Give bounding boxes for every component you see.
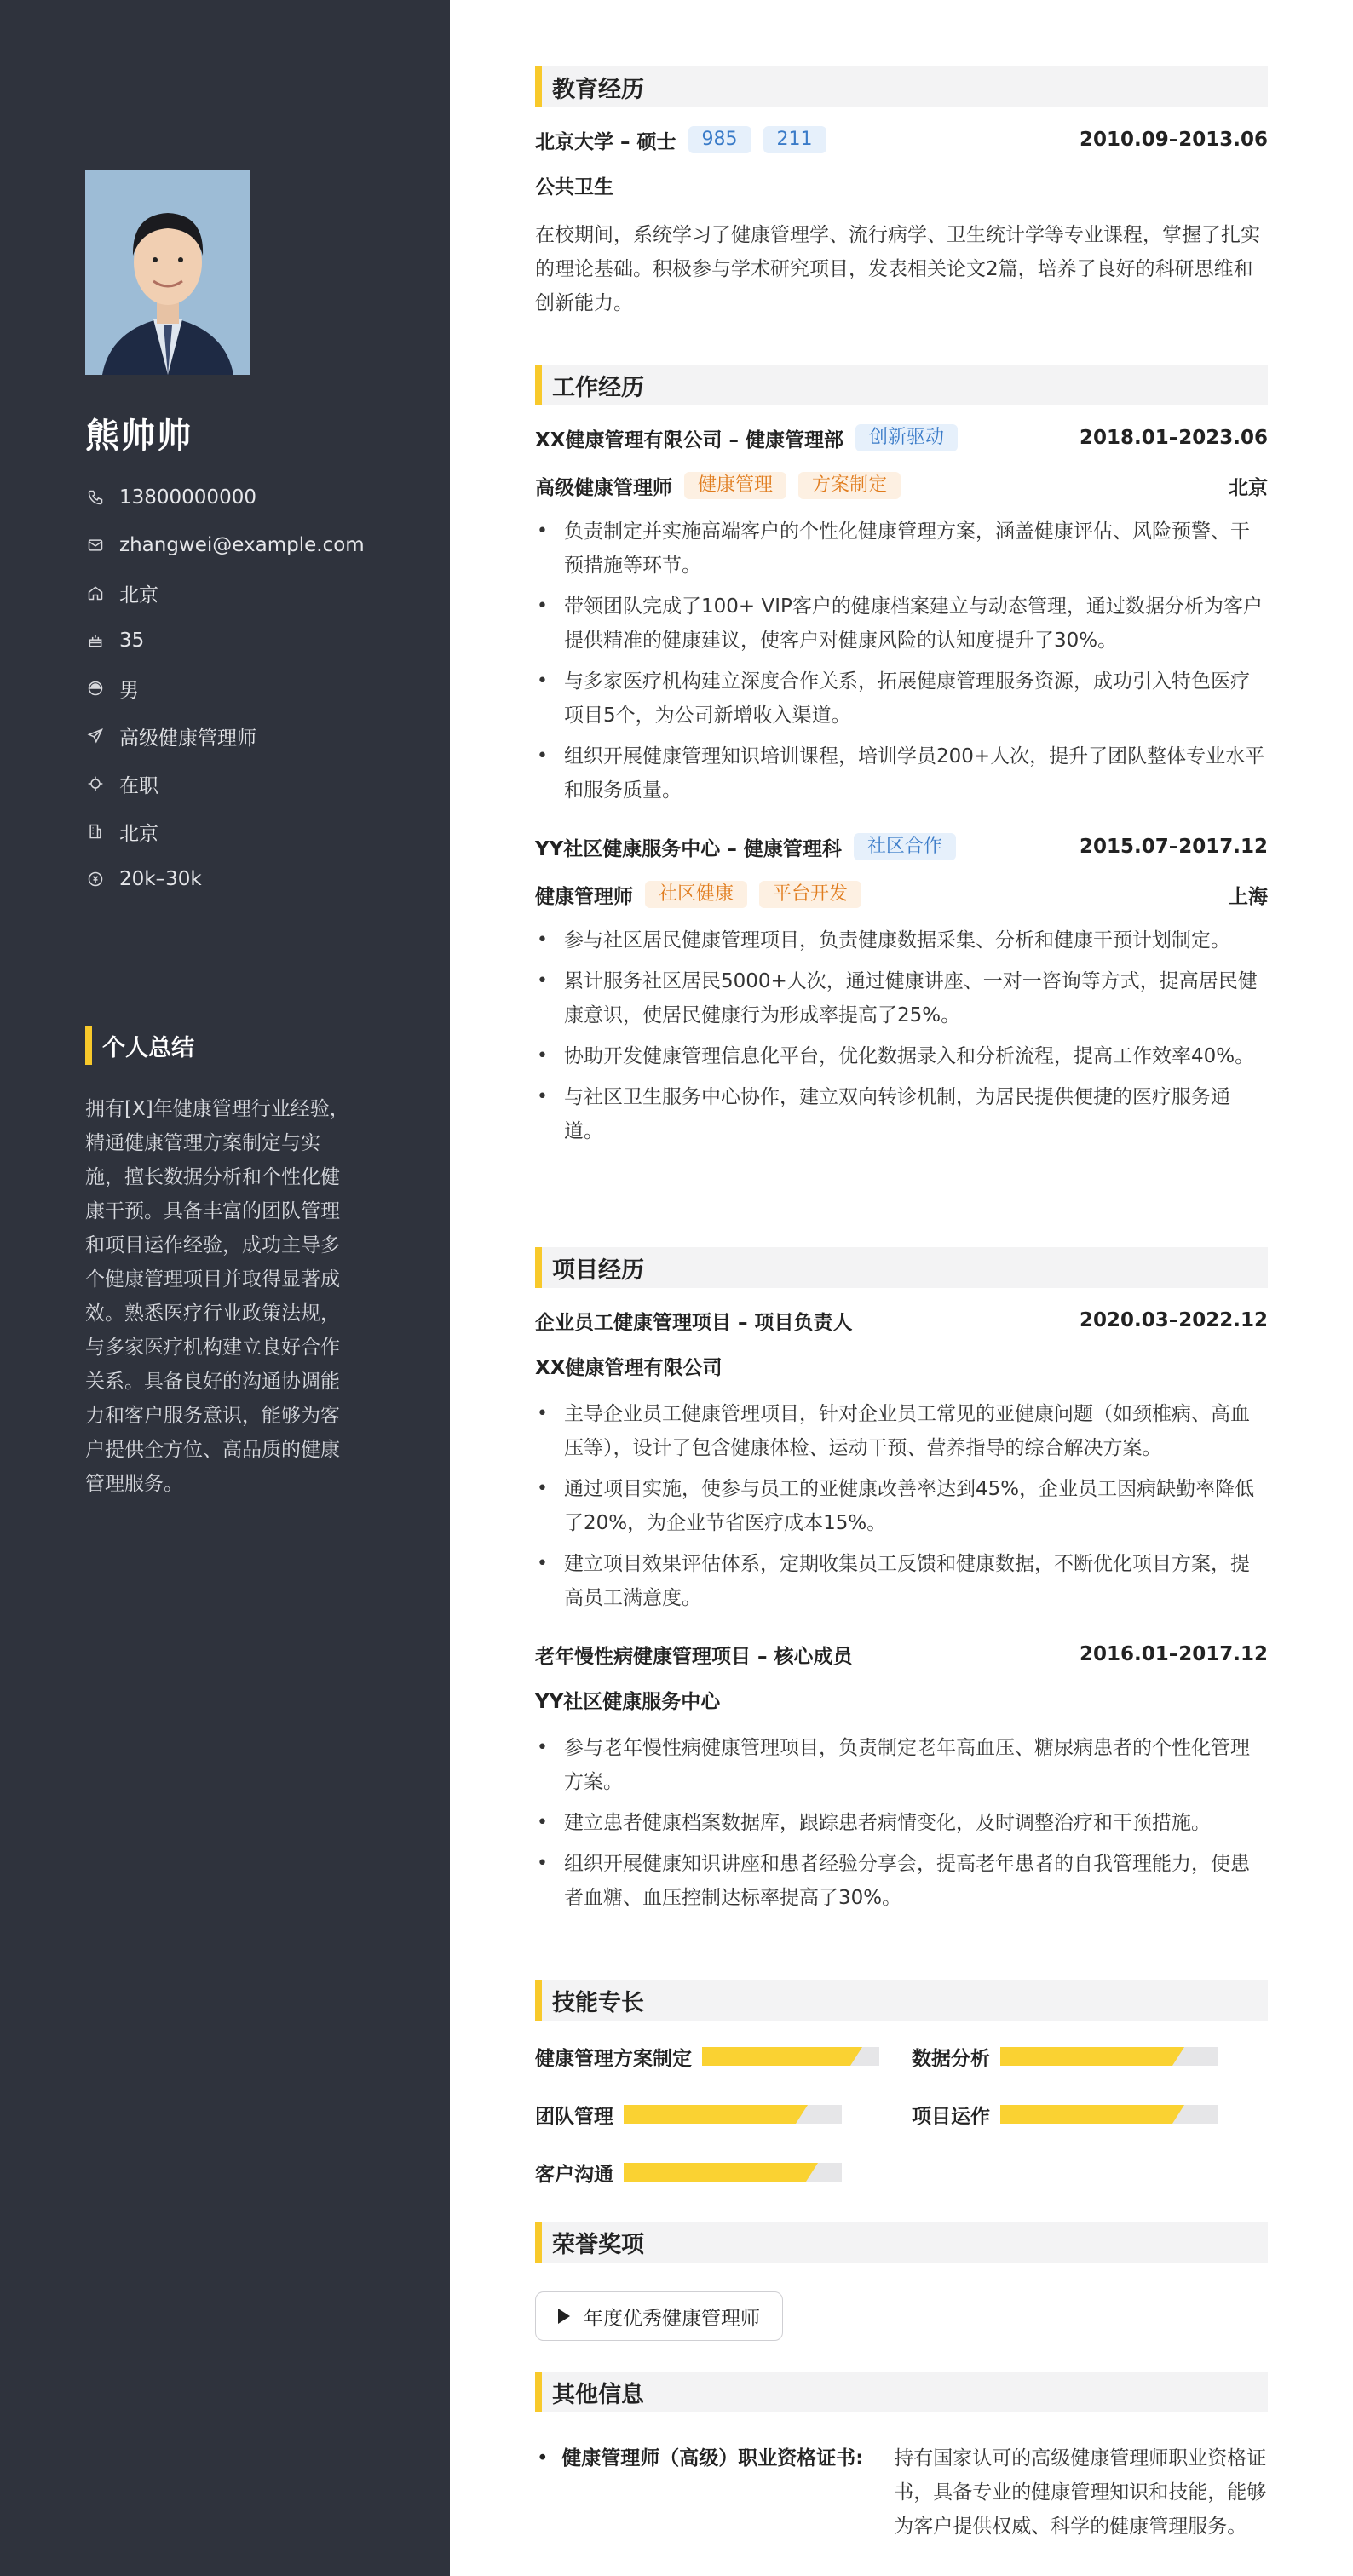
contact-info-list [85, 474, 365, 903]
tag: 985 [688, 126, 751, 153]
job-entry [535, 830, 1268, 1148]
section-title: 教育经历 [552, 76, 644, 103]
skill-name: 健康管理方案制定 [535, 2047, 692, 2070]
skill-name: 数据分析 [912, 2047, 990, 2070]
info-phone [85, 474, 365, 521]
skill-bar [624, 2105, 842, 2124]
accent-bar [535, 66, 542, 107]
company-name: XX健康管理有限公司 – 健康管理部 [535, 428, 843, 451]
list-item: • 参与老年慢性病健康管理项目，负责制定老年高血压、糖尿病患者的个性化管理方案。 [535, 1731, 1268, 1799]
skill-item [535, 2039, 912, 2073]
sidebar [0, 0, 450, 2576]
list-item: • 通过项目实施，使参与员工的亚健康改善率达到45%，企业员工因病缺勤率降低了20%，为企业节省医疗成本15%。 [535, 1472, 1268, 1540]
skill-bar [1000, 2105, 1218, 2124]
info-status [85, 760, 365, 808]
job-bullets [535, 923, 1268, 1148]
skill-bar [702, 2047, 879, 2066]
skill-item [912, 2039, 1268, 2073]
list-item: • 与社区卫生服务中心协作，建立双向转诊机制，为居民提供便捷的医疗服务通道。 [535, 1080, 1268, 1148]
info-email [85, 521, 365, 569]
accent-bar [85, 1026, 92, 1065]
education-section [535, 66, 1268, 320]
accent-bar [535, 2372, 542, 2412]
project-bullets [535, 1731, 1268, 1915]
date: 2016.01–2017.12 [1079, 1643, 1268, 1665]
info-age [85, 617, 365, 664]
info-text: 在职 [119, 774, 158, 797]
section-title: 技能专长 [552, 1989, 644, 2016]
tag: 创新驱动 [855, 424, 958, 451]
info-text: 20k–30k [119, 868, 202, 890]
info-text: 北京 [119, 584, 158, 607]
project-row [535, 1637, 1268, 1671]
section-title: 项目经历 [552, 1256, 644, 1284]
section-header [535, 1980, 1268, 2021]
award-text: 年度优秀健康管理师 [584, 2307, 760, 2330]
list-item: • 参与社区居民健康管理项目，负责健康数据采集、分析和健康干预计划制定。 [535, 923, 1268, 957]
section-title: 荣誉奖项 [552, 2231, 644, 2258]
summary-title [85, 1026, 194, 1065]
education-desc: 在校期间，系统学习了健康管理学、流行病学、卫生统计学等专业课程，掌握了扎实的理论基础。积极参与学术研究项目，发表相关论文2篇，培养了良好的科研思维和创新能力。 [535, 224, 1260, 314]
phone-icon [85, 487, 106, 508]
play-icon [558, 2309, 570, 2324]
list-item: • 负责制定并实施高端客户的个性化健康管理方案，涵盖健康评估、风险预警、干预措施等环节。 [535, 515, 1268, 583]
job-role-row [535, 469, 1268, 503]
section-title: 工作经历 [552, 374, 644, 401]
accent-bar [535, 2222, 542, 2263]
info-text: 男 [119, 679, 139, 702]
info-text: zhangwei@example.com [119, 534, 365, 556]
send-icon [85, 726, 106, 746]
skills-section [535, 1980, 1268, 2189]
tag: 方案制定 [798, 472, 901, 499]
project-row [535, 1303, 1268, 1337]
role: 健康管理师 [535, 885, 633, 908]
school-name: 北京大学 – 硕士 [535, 130, 676, 153]
other-label: 健康管理师（高级）职业资格证书: [561, 2447, 864, 2470]
section-title: 其他信息 [552, 2381, 644, 2408]
project-entry [535, 1303, 1268, 1615]
date: 2010.09–2013.06 [1079, 129, 1268, 151]
info-text: 35 [119, 630, 145, 652]
project-org: YY社区健康服务中心 [535, 1691, 721, 1713]
skill-bar [624, 2163, 842, 2182]
other-item [535, 2441, 1268, 2544]
other-text: 持有国家认可的高级健康管理师职业资格证书，具备专业的健康管理知识和技能，能够为客户提供权威、科学的健康管理服务。 [894, 2447, 1267, 2538]
skills-grid [535, 2039, 1268, 2189]
awards-section [535, 2222, 1268, 2341]
section-header [535, 2222, 1268, 2263]
job-company-row [535, 421, 1268, 455]
list-item: • 累计服务社区居民5000+人次，通过健康讲座、一对一咨询等方式，提高居民健康意识，使居民健康行为形成率提高了25%。 [535, 964, 1268, 1032]
section-header [535, 2372, 1268, 2412]
accent-bar [535, 1247, 542, 1288]
skill-fill [702, 2047, 850, 2066]
skill-name: 客户沟通 [535, 2163, 613, 2186]
list-item: • 建立项目效果评估体系，定期收集员工反馈和健康数据，不断优化项目方案，提高员工满意度。 [535, 1547, 1268, 1615]
info-text: 13800000000 [119, 486, 256, 509]
education-row [535, 123, 1268, 157]
list-item: • 建立患者健康档案数据库，跟踪患者病情变化，及时调整治疗和干预措施。 [535, 1806, 1268, 1840]
tag: 社区健康 [645, 881, 747, 908]
job-bullets [535, 515, 1268, 808]
building-icon [85, 821, 106, 842]
city: 北京 [1229, 476, 1268, 499]
tag: 平台开发 [759, 881, 861, 908]
project-entry [535, 1637, 1268, 1915]
list-item: • 组织开展健康知识讲座和患者经验分享会，提高老年患者的自我管理能力，使患者血糖、血压控制达标率提高了30%。 [535, 1847, 1268, 1915]
skill-fill [624, 2105, 796, 2124]
project-name: 老年慢性病健康管理项目 – 核心成员 [535, 1645, 853, 1668]
date: 2020.03–2022.12 [1079, 1309, 1268, 1331]
info-home [85, 569, 365, 617]
info-gender [85, 664, 365, 712]
date: 2018.01–2023.06 [1079, 427, 1268, 449]
list-item: • 组织开展健康管理知识培训课程，培训学员200+人次，提升了团队整体专业水平和服务质量。 [535, 739, 1268, 808]
avatar [85, 170, 250, 375]
date: 2015.07–2017.12 [1079, 836, 1268, 858]
tag: 健康管理 [684, 472, 786, 499]
summary-title-text: 个人总结 [102, 1034, 194, 1061]
cake-icon [85, 630, 106, 651]
info-city [85, 808, 365, 855]
project-bullets [535, 1397, 1268, 1615]
projects-section [535, 1247, 1268, 1922]
summary-text: 拥有[X]年健康管理行业经验，精通健康管理方案制定与实施，擅长数据分析和个性化健康干预。具备丰富的团队管理和项目运作经验，成功主导多个健康管理项目并取得显著成效。熟悉医疗行业政策法规，与多家医疗机构建立良好合作关系。具备良好的沟通协调能力和客户服务意识，能够为客户提供全方位、高品质的健康管理服务。 [85, 1098, 349, 1495]
section-header [535, 365, 1268, 405]
tag: 社区合作 [854, 833, 956, 860]
info-position [85, 712, 365, 760]
company-name: YY社区健康服务中心 – 健康管理科 [535, 837, 842, 860]
project-name: 企业员工健康管理项目 – 项目负责人 [535, 1311, 853, 1334]
accent-bar [535, 365, 542, 405]
list-item: • 主导企业员工健康管理项目，针对企业员工常见的亚健康问题（如颈椎病、高血压等），设计了包含健康体检、运动干预、营养指导的综合解决方案。 [535, 1397, 1268, 1465]
city: 上海 [1229, 885, 1268, 908]
list-item: • 与多家医疗机构建立深度合作关系，拓展健康管理服务资源，成功引入特色医疗项目5个，为公司新增收入渠道。 [535, 664, 1268, 733]
job-company-row [535, 830, 1268, 864]
skill-bar [1000, 2047, 1218, 2066]
money-icon [85, 869, 106, 889]
home-icon [85, 583, 106, 603]
mail-icon [85, 535, 106, 555]
info-text: 北京 [119, 822, 158, 845]
skill-name: 项目运作 [912, 2105, 990, 2128]
tag: 211 [763, 126, 826, 153]
skill-item [535, 2097, 912, 2131]
info-salary [85, 855, 365, 903]
role: 高级健康管理师 [535, 476, 672, 499]
bullet-dot: • [537, 2447, 549, 2470]
skill-name: 团队管理 [535, 2105, 613, 2128]
info-text: 高级健康管理师 [119, 727, 256, 750]
job-role-row [535, 877, 1268, 911]
work-section [535, 365, 1268, 1155]
skill-fill [1000, 2047, 1172, 2066]
award-item [535, 2291, 783, 2341]
skill-item [912, 2097, 1268, 2131]
section-header [535, 66, 1268, 107]
skill-item [535, 2155, 912, 2189]
skill-fill [1000, 2105, 1172, 2124]
project-org: XX健康管理有限公司 [535, 1357, 723, 1379]
list-item: • 带领团队完成了100+ VIP客户的健康档案建立与动态管理，通过数据分析为客户提供精准的健康建议，使客户对健康风险的认知度提升了30%。 [535, 589, 1268, 658]
job-entry [535, 421, 1268, 808]
section-header [535, 1247, 1268, 1288]
list-item: • 协助开发健康管理信息化平台，优化数据录入和分析流程，提高工作效率40%。 [535, 1039, 1268, 1073]
other-section [535, 2372, 1268, 2544]
status-icon [85, 773, 106, 794]
profile-name: 熊帅帅 [85, 417, 193, 456]
major: 公共卫生 [535, 176, 613, 198]
gender-icon [85, 678, 106, 699]
accent-bar [535, 1980, 542, 2021]
main-content [535, 0, 1268, 2576]
skill-fill [624, 2163, 806, 2182]
